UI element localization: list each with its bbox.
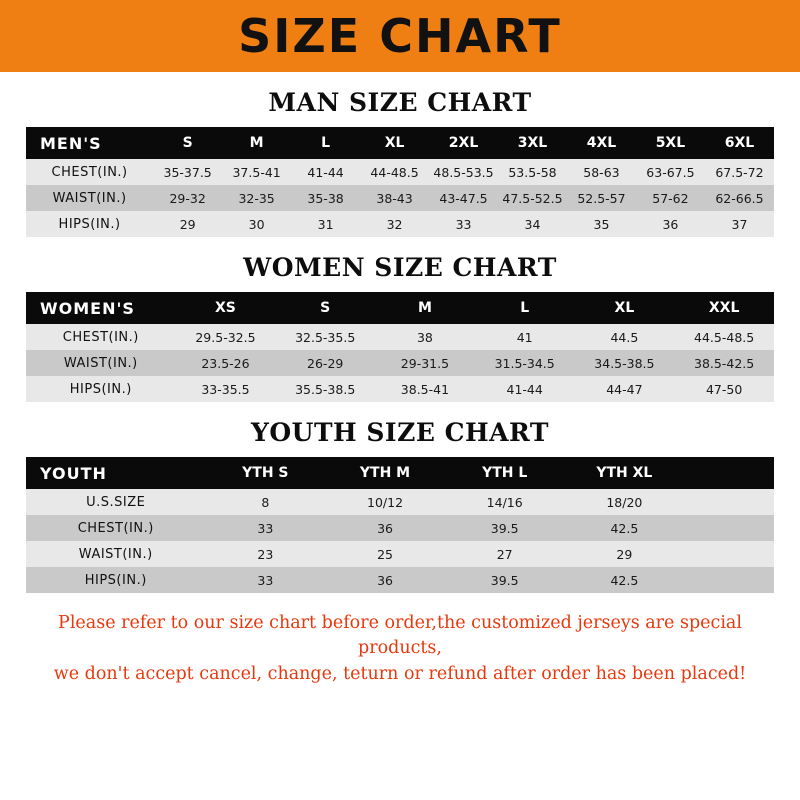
youth-hips-spacer: [684, 567, 774, 593]
youth-ussize-spacer: [684, 489, 774, 515]
men-table-head: [26, 127, 774, 159]
table-row: [26, 159, 774, 185]
youth-chest-spacer: [684, 515, 774, 541]
disclaimer-note: [26, 611, 774, 687]
youth-hips-1: 36: [325, 567, 445, 593]
youth-waist-3: 29: [565, 541, 685, 567]
youth-waist-0: 23: [206, 541, 326, 567]
men-chest-1: 37.5-41: [222, 159, 291, 185]
page-title: SIZE CHART: [238, 9, 562, 63]
women-col-2: M: [375, 292, 475, 324]
men-hips-2: 31: [291, 211, 360, 237]
section-men: [26, 88, 774, 237]
youth-hips-0: 33: [206, 567, 326, 593]
section-title-youth: YOUTH SIZE CHART: [251, 418, 549, 447]
women-col-0: XS: [176, 292, 276, 324]
women-chest-1: 32.5-35.5: [275, 324, 375, 350]
men-chest-5: 53.5-58: [498, 159, 567, 185]
men-hips-4: 33: [429, 211, 498, 237]
table-header-row: [26, 457, 774, 489]
women-waist-0: 23.5-26: [176, 350, 276, 376]
women-row-label-hips: HIPS(IN.): [26, 376, 176, 402]
men-table-body: [26, 159, 774, 237]
youth-row-label-ussize: U.S.SIZE: [26, 489, 206, 515]
men-chest-0: 35-37.5: [153, 159, 222, 185]
youth-row-label-chest: CHEST(IN.): [26, 515, 206, 541]
women-hips-3: 41-44: [475, 376, 575, 402]
men-col-4: 2XL: [429, 127, 498, 159]
women-size-table: [26, 292, 774, 402]
table-row: [26, 350, 774, 376]
men-col-8: 6XL: [705, 127, 774, 159]
youth-table-body: [26, 489, 774, 593]
women-waist-3: 31.5-34.5: [475, 350, 575, 376]
youth-col-3: YTH XL: [565, 457, 685, 489]
women-hips-5: 47-50: [674, 376, 774, 402]
youth-ussize-0: 8: [206, 489, 326, 515]
men-hips-3: 32: [360, 211, 429, 237]
women-row-label-waist: WAIST(IN.): [26, 350, 176, 376]
youth-chest-2: 39.5: [445, 515, 565, 541]
section-women: [26, 253, 774, 402]
chart-content: [0, 88, 800, 687]
youth-col-spacer: [684, 457, 774, 489]
women-chest-0: 29.5-32.5: [176, 324, 276, 350]
women-chest-4: 44.5: [575, 324, 675, 350]
table-row: [26, 541, 774, 567]
table-row: [26, 324, 774, 350]
men-waist-1: 32-35: [222, 185, 291, 211]
men-waist-0: 29-32: [153, 185, 222, 211]
women-chest-2: 38: [375, 324, 475, 350]
youth-chest-1: 36: [325, 515, 445, 541]
youth-table-head: [26, 457, 774, 489]
women-label-header: WOMEN'S: [26, 292, 176, 324]
men-hips-6: 35: [567, 211, 636, 237]
men-waist-8: 62-66.5: [705, 185, 774, 211]
section-title-women: WOMEN SIZE CHART: [243, 253, 557, 282]
men-chest-6: 58-63: [567, 159, 636, 185]
youth-chest-0: 33: [206, 515, 326, 541]
youth-chest-3: 42.5: [565, 515, 685, 541]
men-waist-2: 35-38: [291, 185, 360, 211]
youth-ussize-1: 10/12: [325, 489, 445, 515]
youth-waist-1: 25: [325, 541, 445, 567]
men-col-7: 5XL: [636, 127, 705, 159]
men-row-label-chest: CHEST(IN.): [26, 159, 153, 185]
youth-label-header: YOUTH: [26, 457, 206, 489]
women-chest-5: 44.5-48.5: [674, 324, 774, 350]
women-table-head: [26, 292, 774, 324]
table-header-row: [26, 292, 774, 324]
youth-col-2: YTH L: [445, 457, 565, 489]
men-hips-1: 30: [222, 211, 291, 237]
men-col-1: M: [222, 127, 291, 159]
women-col-5: XXL: [674, 292, 774, 324]
youth-hips-3: 42.5: [565, 567, 685, 593]
table-row: [26, 515, 774, 541]
youth-col-1: YTH M: [325, 457, 445, 489]
women-hips-4: 44-47: [575, 376, 675, 402]
women-row-label-chest: CHEST(IN.): [26, 324, 176, 350]
table-row: [26, 567, 774, 593]
youth-waist-2: 27: [445, 541, 565, 567]
men-chest-3: 44-48.5: [360, 159, 429, 185]
table-row: [26, 185, 774, 211]
men-hips-7: 36: [636, 211, 705, 237]
youth-size-table: [26, 457, 774, 593]
youth-ussize-3: 18/20: [565, 489, 685, 515]
men-col-3: XL: [360, 127, 429, 159]
men-col-5: 3XL: [498, 127, 567, 159]
women-waist-4: 34.5-38.5: [575, 350, 675, 376]
men-hips-0: 29: [153, 211, 222, 237]
section-youth: [26, 418, 774, 593]
youth-row-label-hips: HIPS(IN.): [26, 567, 206, 593]
table-row: [26, 376, 774, 402]
disclaimer-line-2: we don't accept cancel, change, teturn or refund after order has been placed!: [53, 663, 747, 684]
men-row-label-waist: WAIST(IN.): [26, 185, 153, 211]
men-col-6: 4XL: [567, 127, 636, 159]
women-table-body: [26, 324, 774, 402]
men-row-label-hips: HIPS(IN.): [26, 211, 153, 237]
women-col-3: L: [475, 292, 575, 324]
men-waist-3: 38-43: [360, 185, 429, 211]
women-hips-1: 35.5-38.5: [275, 376, 375, 402]
men-chest-4: 48.5-53.5: [429, 159, 498, 185]
women-col-1: S: [275, 292, 375, 324]
women-waist-1: 26-29: [275, 350, 375, 376]
youth-hips-2: 39.5: [445, 567, 565, 593]
women-hips-2: 38.5-41: [375, 376, 475, 402]
men-size-table: [26, 127, 774, 237]
men-hips-8: 37: [705, 211, 774, 237]
youth-row-label-waist: WAIST(IN.): [26, 541, 206, 567]
men-waist-5: 47.5-52.5: [498, 185, 567, 211]
men-chest-8: 67.5-72: [705, 159, 774, 185]
women-waist-5: 38.5-42.5: [674, 350, 774, 376]
women-waist-2: 29-31.5: [375, 350, 475, 376]
men-chest-2: 41-44: [291, 159, 360, 185]
header-banner: [0, 0, 800, 72]
table-header-row: [26, 127, 774, 159]
youth-ussize-2: 14/16: [445, 489, 565, 515]
men-hips-5: 34: [498, 211, 567, 237]
men-chest-7: 63-67.5: [636, 159, 705, 185]
table-row: [26, 489, 774, 515]
women-col-4: XL: [575, 292, 675, 324]
men-waist-4: 43-47.5: [429, 185, 498, 211]
men-col-0: S: [153, 127, 222, 159]
disclaimer-line-1: Please refer to our size chart before order,the customized jerseys are special products,: [58, 613, 742, 659]
women-chest-3: 41: [475, 324, 575, 350]
women-hips-0: 33-35.5: [176, 376, 276, 402]
youth-waist-spacer: [684, 541, 774, 567]
men-label-header: MEN'S: [26, 127, 153, 159]
table-row: [26, 211, 774, 237]
men-col-2: L: [291, 127, 360, 159]
youth-col-0: YTH S: [206, 457, 326, 489]
section-title-men: MAN SIZE CHART: [268, 88, 532, 117]
men-waist-7: 57-62: [636, 185, 705, 211]
men-waist-6: 52.5-57: [567, 185, 636, 211]
